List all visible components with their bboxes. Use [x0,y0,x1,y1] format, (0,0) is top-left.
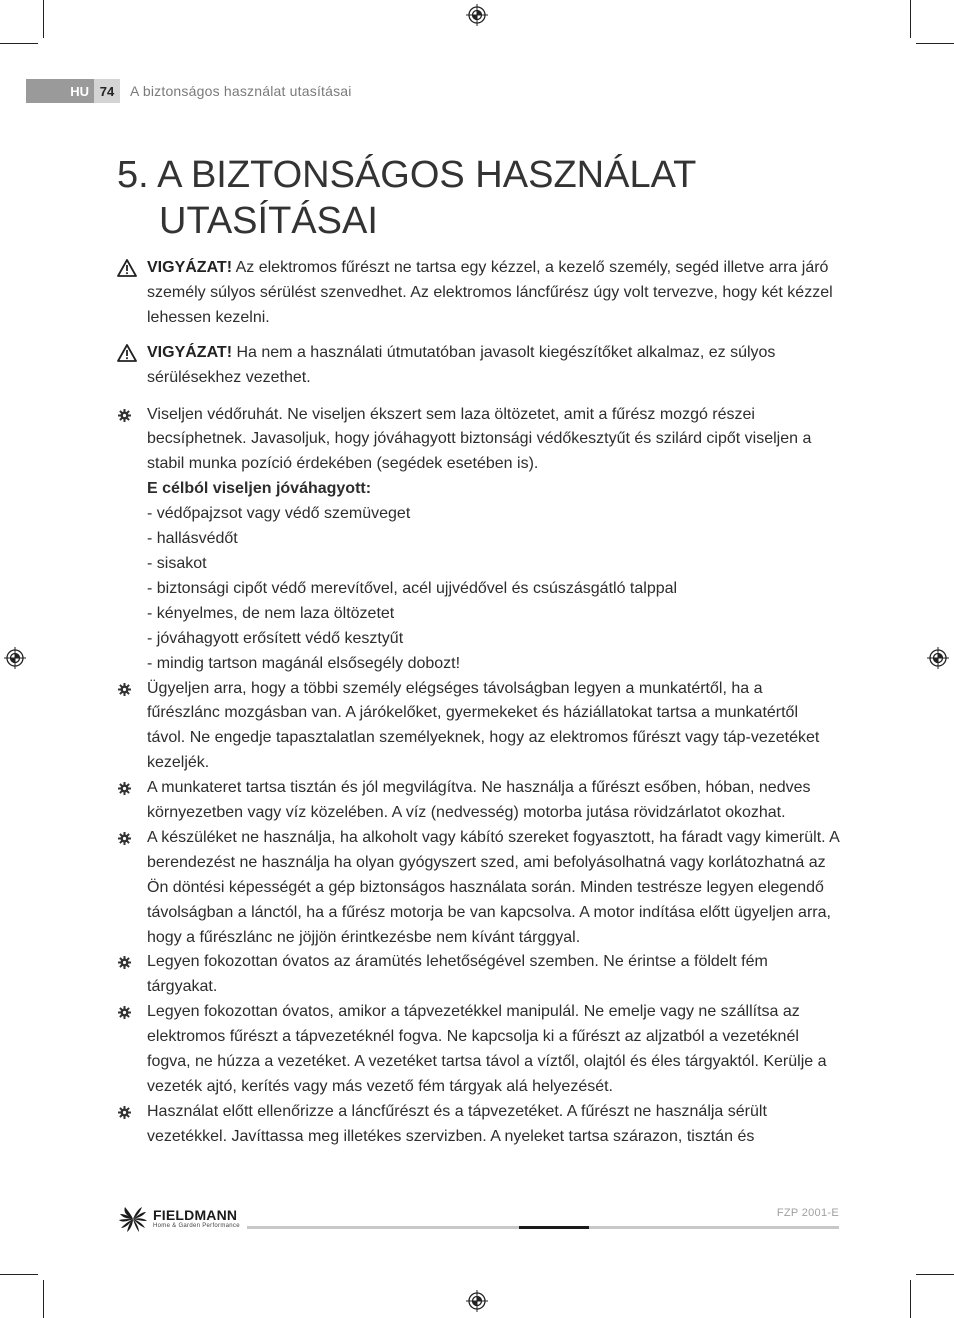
item-text: Legyen fokozottan óvatos, amikor a tápvezetékkel manipulál. Ne emelje vagy ne szállítsa az elektromos fűrészt a tápvezetéknél fogva. Ne kapcsolja ki a fűrészt az aljzatból a vezetéknél fogva, ne húzza a vezetéket. A vezetéket tartsa távol a víztől, olajtól és éles tárgyaktól. Kerülje a vezeték ajtó, kerítés vagy más vezető fém tárgyak alá helyezését. [147,1003,827,1095]
gear-bullet-icon [118,1106,131,1119]
crop-mark [43,0,44,38]
brand-logo [117,1204,240,1234]
item-text: Viseljen védőruhát. Ne viseljen ékszert sem laza öltözetet, amit a fűrész mozgó részei becsíphetnek. Javasoljuk, hogy jóváhagyott biztonsági védőkesztyűt és szilárd cipőt viseljen a stabil munka pozíció érdekében (segédek esetében is). [147,405,812,473]
gear-bullet-icon [118,832,131,845]
warning-triangle-icon [117,259,137,277]
item-text: Használat előtt ellenőrizze a láncfűrészt és a tápvezetéket. A fűrészt ne használja sérült vezetékkel. Javíttassa meg illetékes szervizben. A nyeleket tartsa szárazon, tisztán és [147,1102,767,1145]
section-title [117,152,696,244]
fieldmann-logo-icon [117,1204,149,1234]
model-number: FZP 2001-E [776,1207,839,1219]
warning-triangle-icon [117,344,137,362]
ppe-list-entry: - hallásvédőt [147,530,238,548]
gear-bullet-icon [118,1006,131,1019]
item-text: A készüléket ne használja, ha alkoholt vagy kábító szereket fogyasztott, ha fáradt vagy kimerült. A berendezést ne használja ha olyan gyógyszert szed, ami befolyásolhatná vagy korlátozhatná az Ön döntési képességét a gép biztonságos használata során. Minden testrésze legyen elegendő távolságban a lánctól, ha a fűrész motorja be van kapcsolva. A motor indítása előtt ügyeljen arra, hogy a fűrészlánc ne jöjjön érintkezésbe nem kívánt tárggyal. [147,828,839,946]
warning-label: VIGYÁZAT! [147,259,233,276]
section-title-line1: 5. A BIZTONSÁGOS HASZNÁLAT [117,154,697,196]
crop-mark [910,0,911,38]
ppe-list-entry: - védőpajzsot vagy védő szemüveget [147,505,411,523]
item-text: Ügyeljen arra, hogy a többi személy elégséges távolságban legyen a munkatértől, ha a fűrészlánc mozgásban van. A járókelőket, gyermekeket és háziállatokat tartsa a munkatértől távol. Ne engedje tapasztalatlan személyeknek, hogy az elektromos fűrészt vagy táp-vezetéket kezeljék. [147,679,820,772]
list-item [117,403,839,677]
crop-mark [43,1280,44,1318]
safety-instructions [117,256,839,1150]
list-item [117,826,839,951]
warning-paragraph [117,341,839,391]
gear-bullet-icon [118,409,131,422]
page-header [26,79,352,103]
gear-bullet-icon [118,782,131,795]
gear-bullet-icon [118,956,131,969]
list-item [117,1100,839,1150]
crop-mark [0,43,38,44]
page-footer [117,1204,839,1234]
footer-rule-accent [519,1226,589,1229]
crop-mark [0,1274,38,1275]
ppe-list-entry: - jóváhagyott erősített védő kesztyűt [147,629,404,647]
item-text: Legyen fokozottan óvatos az áramütés lehetőségével szemben. Ne érintse a földelt fém tárgyakat. [147,953,768,996]
warning-text: Ha nem a használati útmutatóban javasolt kiegészítőket alkalmaz, ez súlyos sérülésekhez vezethet. [147,343,776,386]
warning-text: Az elektromos fűrészt ne tartsa egy kézzel, a kezelő személy, segéd illetve arra járó személy súlyos sérülést szenvedhet. Az elektromos láncfűrész úgy volt tervezve, hogy két kézzel lehessen kezelni. [147,259,833,326]
brand-tagline: Home & Garden Performance [153,1223,240,1229]
warning-paragraph [117,256,839,331]
registration-mark-icon [4,647,26,669]
running-header-title: A biztonságos használat utasításai [130,83,352,99]
language-code: HU [26,79,94,103]
crop-mark [910,1280,911,1318]
registration-mark-icon [466,1290,488,1312]
item-text: A munkateret tartsa tisztán és jól megvilágítva. Ne használja a fűrészt esőben, hóban, nedves környezetben vagy víz közelében. A víz (nedvesség) motorba jutása rövidzárlatot okozhat. [147,779,811,822]
registration-mark-icon [466,4,488,26]
crop-mark [916,1274,954,1275]
ppe-list-entry: - mindig tartson magánál elsősegély dobozt! [147,654,461,672]
list-item [117,776,839,826]
item-subheading: E célból viseljen jóváhagyott: [147,480,372,498]
page-number: 74 [94,79,120,103]
ppe-list-entry: - biztonsági cipőt védő merevítővel, acél ujjvédővel és csúszásgátló talppal [147,579,678,597]
list-item [117,1000,839,1100]
ppe-list-entry: - kényelmes, de nem laza öltözetet [147,604,395,622]
section-title-line2: UTASÍTÁSAI [159,200,378,242]
list-item [117,950,839,1000]
ppe-list-entry: - sisakot [147,554,207,572]
gear-bullet-icon [118,683,131,696]
list-item [117,677,839,777]
brand-name: FIELDMANN [153,1207,238,1223]
registration-mark-icon [927,647,949,669]
crop-mark [916,43,954,44]
warning-label: VIGYÁZAT! [147,343,233,361]
